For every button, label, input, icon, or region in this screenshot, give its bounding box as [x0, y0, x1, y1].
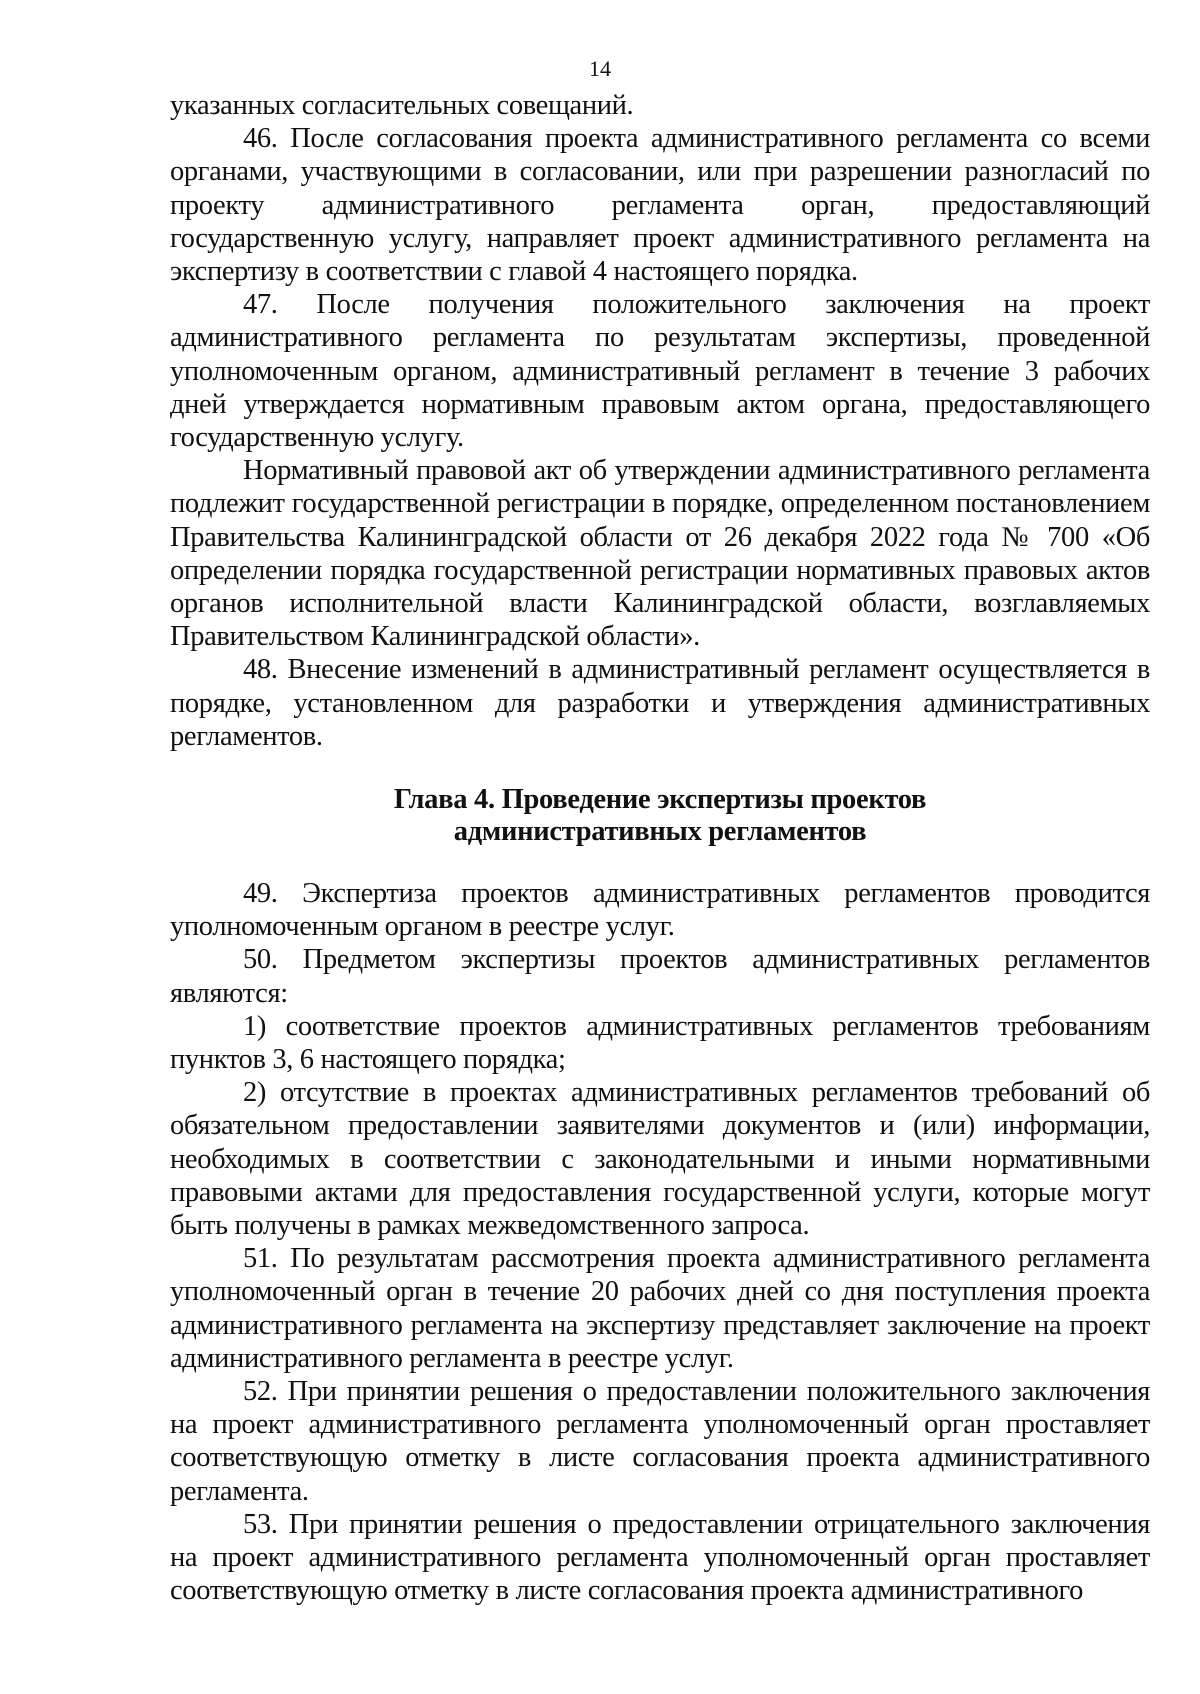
chapter-heading [170, 784, 1150, 848]
paragraph-50-item-1: 1) соответствие проектов административных регламентов требованиям пунктов 3, 6 настоящего порядка; [170, 1010, 1150, 1076]
paragraph-49: 49. Экспертиза проектов административных регламентов проводится уполномоченным органом в реестре услуг. [170, 878, 1150, 943]
paragraph-52: 52. При принятии решения о предоставлении положительного заключения на проект административного регламента уполномоченный орган проставляет соответствующую отметку в листе согласования проекта административного регламента. [170, 1376, 1150, 1507]
page-number: 14 [589, 56, 611, 81]
paragraph-50-item-2: 2) отсутствие в проектах административных регламентов требований об обязательном предоставлении заявителями документов и (или) информации, необходимых в соответствии с законодательными и иными нормативными правовыми актами для предоставления государственной услуги, которые могут быть получены в рамках межведомственного запроса. [170, 1077, 1150, 1242]
paragraph-51: 51. По результатам рассмотрения проекта административного регламента уполномоченный орган в течение 20 рабочих дней со дня поступления проекта административного регламента на экспертизу представляет заключение на проект административного регламента в реестре услуг. [170, 1243, 1150, 1374]
paragraph-53: 53. При принятии решения о предоставлении отрицательного заключения на проект административного регламента уполномоченный орган проставляет соответствующую отметку в листе согласования проекта административного [170, 1508, 1150, 1607]
chapter-heading-line-2: административных регламентов [453, 816, 867, 847]
chapter-heading-line-1: Глава 4. Проведение экспертизы проектов [393, 784, 927, 815]
paragraph-50: 50. Предметом экспертизы проектов административных регламентов являются: [170, 944, 1150, 1009]
paragraph-46: 46. После согласования проекта административного регламента со всеми органами, участвующими в согласовании, или при разрешении разногласий по проекту административного регламента орган, предоставляющий государственную услугу, направляет проект административного регламента на экспертизу в соответствии с главой 4 настоящего порядка. [170, 123, 1150, 288]
paragraph-48: 48. Внесение изменений в административный регламент осуществляется в порядке, установленном для разработки и утверждения административных регламентов. [170, 654, 1150, 752]
paragraph-continuation: указанных согласительных совещаний. [170, 90, 634, 121]
paragraph-normative-act: Нормативный правовой акт об утверждении административного регламента подлежит государственной регистрации в порядке, определенном постановлением Правительства Калининградской области от 26 декабря 2022 года № 700 «Об определении порядка государственной регистрации нормативных правовых актов органов исполнительной власти Калининградской области, возглавляемых Правительством Калининградской области». [170, 455, 1150, 653]
paragraph-47: 47. После получения положительного заключения на проект административного регламента по результатам экспертизы, проведенной уполномоченным органом, административный регламент в течение 3 рабочих дней утверждается нормативным правовым актом органа, предоставляющего государственную услугу. [170, 289, 1150, 454]
text-block-top [170, 89, 1150, 753]
text-block-bottom [170, 877, 1150, 1607]
